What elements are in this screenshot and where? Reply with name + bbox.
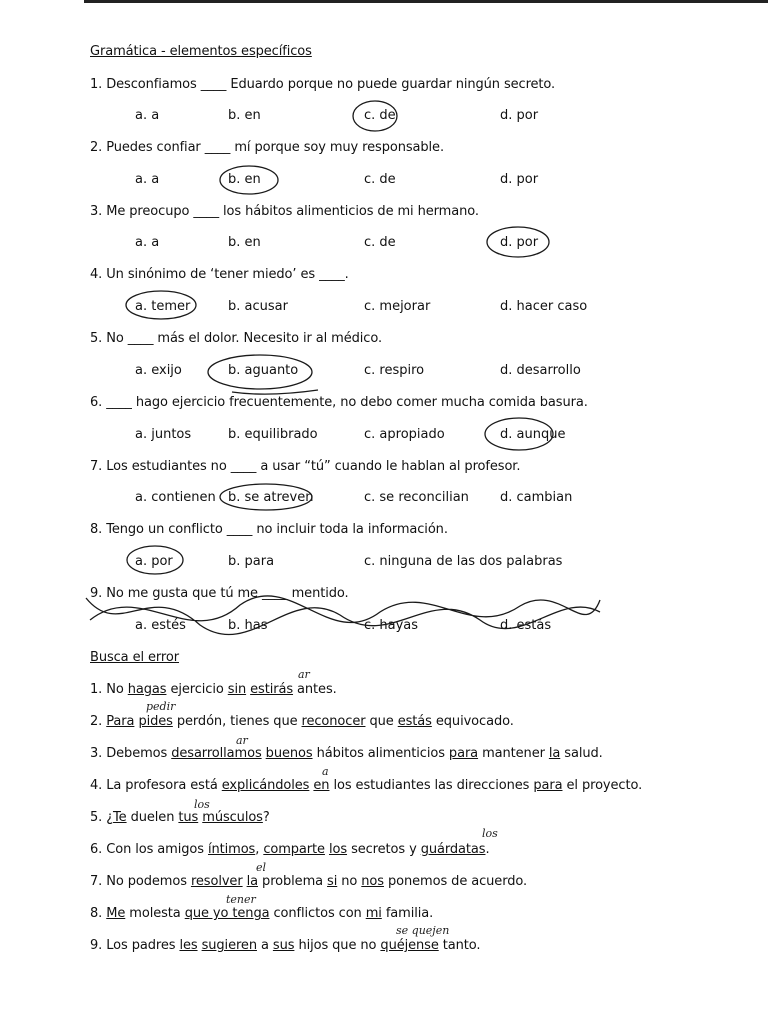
option-3a: a. a [135,235,160,250]
top-border-line [84,0,768,3]
error-sentence-9: 9. Los padres les sugieren a sus hijos que no quéjense tanto. [90,938,481,953]
handwritten-correction-8: tener [226,893,256,906]
error-sentence-1: 1. No hagas ejercicio sin estirás antes. [90,682,337,697]
option-3d: d. por [500,235,539,250]
error-sentence-4: 4. La profesora está explicándoles en los estudiantes las direcciones para el proyecto. [90,778,643,793]
option-7a: a. contienen [135,490,216,505]
page-title: Gramática - elementos específicos [90,44,312,59]
option-6b: b. equilibrado [228,427,318,442]
option-4d: d. hacer caso [500,299,588,314]
option-2a: a. a [135,172,160,187]
option-8b: b. para [228,554,275,569]
question-7: 7. Los estudiantes no ____ a usar “tú” cuando le hablan al profesor. [90,459,521,474]
question-9: 9. No me gusta que tú me ____ mentido. [90,586,349,601]
question-3: 3. Me preocupo ____ los hábitos alimenticios de mi hermano. [90,204,479,219]
handwritten-correction-2: pedir [146,700,176,713]
option-9c: c. hayas [364,618,419,633]
option-3b: b. en [228,235,261,250]
handwritten-correction-4: a [322,765,329,778]
option-7b: b. se atreven [228,490,314,505]
option-2c: c. de [364,172,396,187]
error-sentence-2: 2. Para pides perdón, tienes que reconocer que estás equivocado. [90,714,514,729]
option-8c: c. ninguna de las dos palabras [364,554,563,569]
option-1b: b. en [228,108,261,123]
option-9b: b. has [228,618,268,633]
option-5a: a. exijo [135,363,182,378]
option-2b: b. en [228,172,261,187]
handwritten-correction-1: ar [298,668,310,681]
option-6a: a. juntos [135,427,192,442]
underline-answer-scribble [232,390,318,394]
question-8: 8. Tengo un conflicto ____ no incluir toda la información. [90,522,448,537]
option-1d: d. por [500,108,539,123]
error-sentence-8: 8. Me molesta que yo tenga conflictos con mi familia. [90,906,434,921]
error-sentence-6: 6. Con los amigos íntimos, comparte los secretos y guárdatas. [90,842,490,857]
option-7c: c. se reconcilian [364,490,469,505]
error-sentence-7: 7. No podemos resolver la problema si no nos ponemos de acuerdo. [90,874,528,889]
option-1c: c. de [364,108,396,123]
section-title-busca-el-error: Busca el error [90,650,179,665]
option-1a: a. a [135,108,160,123]
option-2d: d. por [500,172,539,187]
handwritten-correction-6: los [482,827,498,840]
option-4c: c. mejorar [364,299,431,314]
option-5d: d. desarrollo [500,363,581,378]
option-6d: d. aunque [500,427,566,442]
error-sentence-3: 3. Debemos desarrollamos buenos hábitos alimenticios para mantener la salud. [90,746,603,761]
option-6c: c. apropiado [364,427,445,442]
handwritten-correction-5: los [194,798,210,811]
option-8a: a. por [135,554,173,569]
option-5b: b. aguanto [228,363,299,378]
question-5: 5. No ____ más el dolor. Necesito ir al médico. [90,331,383,346]
handwritten-correction-9: se quejen [396,924,450,937]
question-6: 6. ____ hago ejercicio frecuentemente, no debo comer mucha comida basura. [90,395,588,410]
option-9a: a. estés [135,618,186,633]
error-sentence-5: 5. ¿Te duelen tus músculos? [90,810,270,825]
handwritten-correction-3: ar [236,734,248,747]
question-4: 4. Un sinónimo de ‘tener miedo’ es ____. [90,267,349,282]
option-9d: d. estás [500,618,552,633]
option-4a: a. temer [135,299,191,314]
question-2: 2. Puedes confiar ____ mí porque soy muy responsable. [90,140,444,155]
handwritten-correction-7: el [256,861,267,874]
question-1: 1. Desconfiamos ____ Eduardo porque no puede guardar ningún secreto. [90,77,556,92]
option-5c: c. respiro [364,363,425,378]
option-4b: b. acusar [228,299,288,314]
option-3c: c. de [364,235,396,250]
option-7d: d. cambian [500,490,573,505]
